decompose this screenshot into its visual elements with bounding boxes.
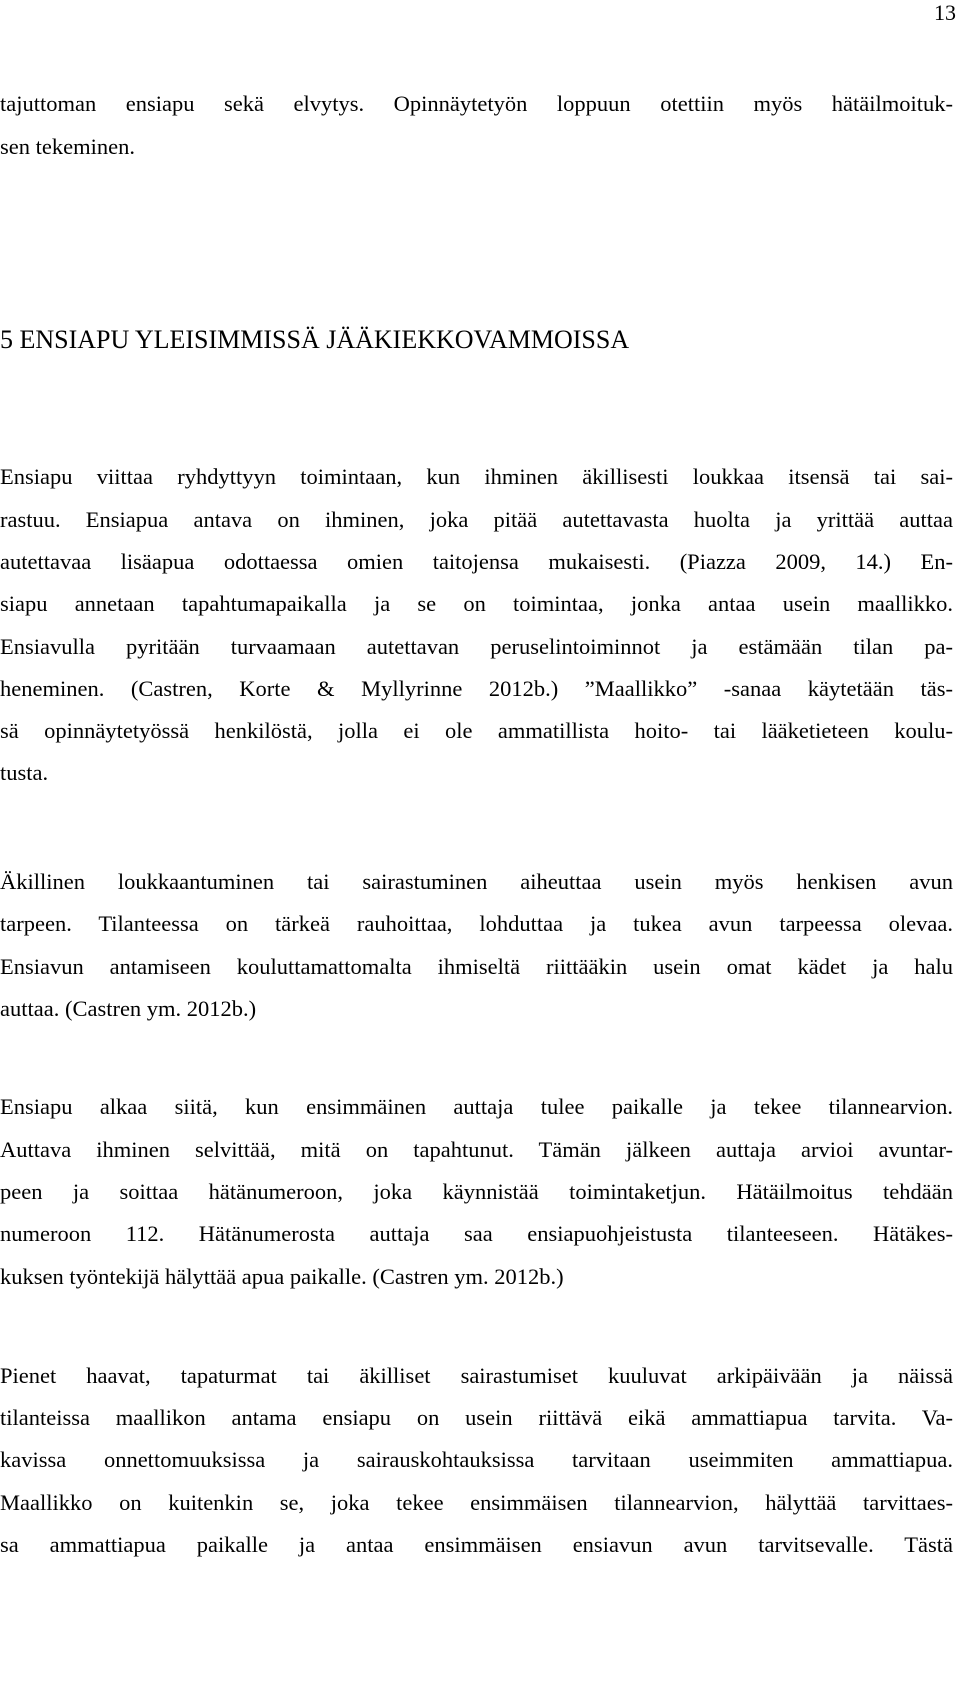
text-line: Ensiavulla pyritään turvaamaan autettavan peruselintoiminnot ja estämään tilan pa- xyxy=(0,634,953,659)
text-line: peen ja soittaa hätänumeroon, joka käynnistää toimintaketjun. Hätäilmoitus tehdään xyxy=(0,1179,953,1204)
text-line: Ensiapu alkaa siitä, kun ensimmäinen auttaja tulee paikalle ja tekee tilannearvion. xyxy=(0,1094,953,1119)
section-heading: 5 ENSIAPU YLEISIMMISSÄ JÄÄKIEKKOVAMMOISSA xyxy=(0,325,630,354)
text-line: sen tekeminen. xyxy=(0,134,135,159)
text-line: sä opinnäytetyössä henkilöstä, jolla ei ole ammatillista hoito- tai lääketieteen koulu- xyxy=(0,718,953,743)
text-line: tarpeen. Tilanteessa on tärkeä rauhoittaa, lohduttaa ja tukea avun tarpeessa olevaa. xyxy=(0,911,953,936)
text-line: tilanteissa maallikon antama ensiapu on usein riittävä eikä ammattiapua tarvita. Va- xyxy=(0,1405,953,1430)
text-line: Auttava ihminen selvittää, mitä on tapahtunut. Tämän jälkeen auttaja arvioi avuntar- xyxy=(0,1137,953,1162)
text-line: tajuttoman ensiapu sekä elvytys. Opinnäytetyön loppuun otettiin myös hätäilmoituk- xyxy=(0,91,953,116)
text-line: kuksen työntekijä hälyttää apua paikalle. (Castren ym. 2012b.) xyxy=(0,1264,564,1289)
text-line: auttaa. (Castren ym. 2012b.) xyxy=(0,996,257,1021)
text-line: tusta. xyxy=(0,760,49,785)
text-line: siapu annetaan tapahtumapaikalla ja se on toimintaa, jonka antaa usein maallikko. xyxy=(0,591,953,616)
text-line: autettavaa lisäapua odottaessa omien taitojensa mukaisesti. (Piazza 2009, 14.) En- xyxy=(0,549,953,574)
text-line: Äkillinen loukkaantuminen tai sairastuminen aiheuttaa usein myös henkisen avun xyxy=(0,869,953,894)
page-number: 13 xyxy=(934,0,956,25)
text-line: heneminen. (Castren, Korte & Myllyrinne 2012b.) ”Maallikko” -sanaa käytetään täs- xyxy=(0,676,953,701)
text-line: Maallikko on kuitenkin se, joka tekee ensimmäisen tilannearvion, hälyttää tarvittaes- xyxy=(0,1490,953,1515)
text-line: rastuu. Ensiapua antava on ihminen, joka pitää autettavasta huolta ja yrittää auttaa xyxy=(0,507,953,532)
text-line: kavissa onnettomuuksissa ja sairauskohtauksissa tarvitaan useimmiten ammattiapua. xyxy=(0,1447,953,1472)
text-line: sa ammattiapua paikalle ja antaa ensimmäisen ensiavun avun tarvitsevalle. Tästä xyxy=(0,1532,953,1557)
text-line: numeroon 112. Hätänumerosta auttaja saa ensiapuohjeistusta tilanteeseen. Hätäkes- xyxy=(0,1221,953,1246)
text-line: Pienet haavat, tapaturmat tai äkilliset sairastumiset kuuluvat arkipäivään ja näissä xyxy=(0,1363,953,1388)
text-line: Ensiavun antamiseen kouluttamattomalta ihmiseltä riittääkin usein omat kädet ja halu xyxy=(0,954,953,979)
text-line: Ensiapu viittaa ryhdyttyyn toimintaan, kun ihminen äkillisesti loukkaa itsensä tai sai- xyxy=(0,464,953,489)
